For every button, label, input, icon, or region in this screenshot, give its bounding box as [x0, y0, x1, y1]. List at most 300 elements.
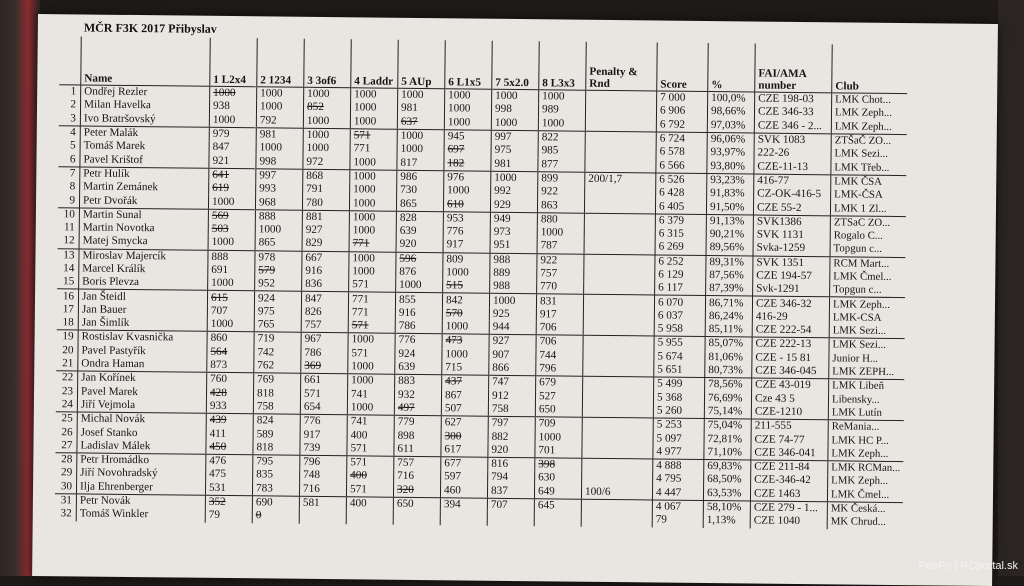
rank-cell: 17 [62, 303, 74, 316]
total-score: 5 955 [654, 336, 705, 350]
results-table [55, 36, 908, 529]
rank-cell: 18 [57, 316, 79, 330]
percent-cell: 98,66% [707, 105, 754, 119]
round-6-score: 1000 [443, 266, 490, 280]
pilot-name: Ladislav Málek [77, 439, 206, 454]
round-4-score: 400 [347, 470, 394, 484]
fai-number: CZE - 15 81 [752, 351, 829, 365]
round-8-score: 989 [538, 104, 585, 118]
rank-cell: 29 [60, 466, 73, 479]
round-4-score: 771 [349, 238, 396, 252]
rank-cell: 24 [56, 398, 78, 412]
club-cell: LMK Zeph... [829, 297, 905, 312]
rank-cell: 4 [70, 126, 76, 139]
penalty-cell [584, 240, 655, 255]
total-score: 5 368 [653, 391, 704, 405]
penalty-cell [583, 308, 654, 322]
fai-number: CZE 346-33 [754, 106, 831, 120]
round-7-score: 975 [491, 144, 538, 158]
pilot-name: Jan Bauer [78, 303, 207, 318]
round-7-score: 929 [490, 198, 537, 212]
round-3-score: 654 [300, 401, 347, 415]
rank-cell: 25 [61, 412, 73, 425]
round-2-score: 998 [256, 155, 303, 169]
round-2-score: 924 [254, 291, 301, 305]
total-score: 6 037 [654, 309, 705, 323]
percent-cell: 72,81% [704, 432, 751, 446]
round-1-score: 979 [209, 127, 256, 141]
penalty-cell [581, 513, 652, 527]
round-3-score: 829 [302, 237, 349, 251]
pilot-name: Miroslav Majercík [79, 249, 208, 264]
round-7-score: 988 [490, 253, 537, 267]
rank-cell: 30 [55, 480, 77, 494]
pilot-name: Milan Havelka [80, 99, 209, 114]
rank-cell: 20 [62, 344, 74, 357]
round-1-score: 503 [208, 223, 255, 237]
penalty-cell [584, 227, 655, 241]
round-8-score [534, 512, 581, 526]
round-3-score: 836 [302, 278, 349, 292]
round-5-score: 786 [395, 320, 442, 334]
round-4-score: 1000 [349, 224, 396, 238]
round-6-score: 1000 [445, 89, 492, 103]
round-3-score: 927 [302, 224, 349, 238]
total-score: 5 260 [653, 404, 704, 418]
fai-number: CZ-OK-416-5 [754, 188, 831, 202]
total-score: 6 117 [655, 282, 706, 296]
round-8-score: 922 [537, 253, 584, 267]
round-5-score: 320 [393, 483, 440, 497]
round-6-score: 515 [443, 279, 490, 293]
round-3-score: 791 [303, 183, 350, 197]
fai-number: 416-29 [752, 310, 829, 324]
pilot-name: Petr Hulík [80, 167, 209, 182]
rank-cell: 8 [69, 180, 76, 193]
penalty-cell [585, 131, 656, 146]
round-1-score: 564 [207, 345, 254, 359]
pilot-name: Martin Sunal [79, 208, 208, 223]
round-7-score: 997 [491, 130, 538, 144]
round-6-score: 610 [443, 198, 490, 212]
club-cell: LMK ZEPH... [829, 365, 905, 380]
round-3-score: 972 [303, 155, 350, 169]
round-7-score: 1000 [491, 116, 538, 130]
round-7-score: 981 [491, 157, 538, 171]
round-1-score: 860 [207, 332, 254, 346]
penalty-cell [583, 376, 654, 391]
round-8-score: 922 [538, 185, 585, 199]
round-7-score: 816 [488, 457, 535, 471]
pilot-name: Ondra Haman [78, 357, 207, 372]
round-6-score: 976 [444, 171, 491, 185]
round-5-score: 730 [397, 184, 444, 198]
header-round-6: 6 L1x5 [445, 40, 493, 89]
round-3-score [299, 510, 346, 524]
fai-number: CZE 346 - 2... [754, 119, 831, 134]
percent-cell: 87,39% [706, 282, 753, 296]
percent-cell: 68,50% [704, 473, 751, 487]
fai-number: SVK 1131 [753, 228, 830, 242]
percent-cell: 89,56% [706, 241, 753, 255]
club-cell: LMK Zeph... [828, 475, 904, 489]
round-3-score: 716 [299, 482, 346, 496]
fai-number: CZE 211-84 [751, 460, 828, 475]
penalty-cell [585, 158, 656, 173]
club-cell: ZTŠaČ ZO... [831, 134, 907, 149]
header-round-1: 1 L2x4 [210, 38, 258, 87]
round-3-score: 571 [300, 387, 347, 401]
club-cell: Topgun c... [830, 283, 906, 298]
watermark: PeePo | RCportal.sk [918, 560, 1018, 572]
round-4-score: 571 [346, 483, 393, 497]
round-5-score: 1000 [397, 143, 444, 157]
round-6-score: 715 [442, 361, 489, 375]
round-4-score [346, 510, 393, 524]
pilot-name: Tomáš Winkler [76, 508, 205, 523]
club-cell: Topgun c... [830, 243, 906, 258]
round-8-score: 757 [537, 267, 584, 281]
penalty-cell [584, 281, 655, 296]
round-5-score: 596 [396, 252, 443, 266]
total-score: 7 000 [657, 91, 708, 105]
club-cell: LMK Libeň [829, 379, 905, 394]
pilot-name: Martin Zemánek [80, 181, 209, 196]
fai-number: CZE 346-045 [752, 364, 829, 379]
rank-cell: 19 [62, 330, 74, 343]
total-score: 5 253 [653, 418, 704, 432]
percent-cell: 87,56% [706, 269, 753, 283]
fai-number: CZE 1463 [750, 487, 827, 502]
club-cell: RCM Mart... [830, 256, 906, 271]
club-cell: Rogalo C... [830, 229, 906, 243]
round-7-score: 927 [489, 335, 536, 349]
round-2-score: 865 [255, 237, 302, 251]
fai-number: 211-555 [751, 419, 828, 434]
club-cell: ZTSaC ZO... [830, 215, 906, 230]
rank-cell: 16 [62, 289, 75, 302]
background-right-edge [998, 0, 1024, 576]
pilot-name: Pavel Krištof [80, 153, 209, 168]
round-3-score: 748 [300, 469, 347, 483]
round-6-score: 617 [441, 443, 488, 457]
club-cell: LMK Sezi... [829, 324, 905, 339]
round-7-score: 973 [490, 226, 537, 240]
round-6-score [440, 511, 487, 525]
round-3-score: 757 [301, 319, 348, 333]
rank-cell: 2 [70, 98, 77, 111]
round-5-score: 639 [396, 225, 443, 239]
round-6-score: 1000 [444, 184, 491, 198]
round-5-score: 757 [394, 456, 441, 470]
round-6-score: 597 [441, 471, 488, 485]
round-6-score: 945 [444, 130, 491, 144]
round-5-score: 611 [394, 442, 441, 456]
percent-cell: 93,97% [707, 146, 754, 160]
club-cell: LMK Sezi... [831, 148, 907, 162]
percent-cell: 91,83% [707, 187, 754, 201]
total-score: 6 129 [655, 268, 706, 282]
round-8-score: 1000 [538, 117, 585, 131]
round-7-score: 907 [489, 348, 536, 362]
round-1-score: 428 [206, 386, 253, 400]
round-5-score: 981 [397, 102, 444, 116]
round-5-score: 855 [395, 293, 442, 307]
round-8-score: 770 [537, 280, 584, 294]
round-4-score: 1000 [347, 401, 394, 415]
round-4-score: 1000 [351, 88, 398, 102]
percent-cell: 75,14% [704, 405, 751, 419]
round-1-score: 691 [208, 264, 255, 278]
round-2-score: 795 [253, 455, 300, 469]
total-score: 6 566 [656, 159, 707, 173]
round-3-score: 739 [300, 441, 347, 455]
percent-cell: 86,71% [705, 296, 752, 310]
round-5-score: 932 [394, 388, 441, 402]
round-2-score: 981 [256, 128, 303, 142]
round-2-score: 1000 [257, 87, 304, 101]
round-1-score: 873 [207, 359, 254, 373]
fai-number: Svka-1259 [753, 242, 830, 257]
round-1-score: 707 [207, 305, 254, 319]
round-8-score: 630 [535, 472, 582, 486]
round-7-score: 866 [489, 362, 536, 376]
round-6-score: 570 [442, 307, 489, 321]
total-score: 4 447 [652, 486, 703, 500]
penalty-cell [582, 417, 653, 432]
round-3-score: 796 [300, 455, 347, 469]
round-5-score: 817 [397, 156, 444, 170]
round-7-score: 707 [487, 498, 534, 512]
round-4-score: 571 [350, 129, 397, 143]
round-8-score: 709 [535, 417, 582, 431]
round-2-score: 783 [252, 482, 299, 496]
percent-cell: 90,21% [706, 228, 753, 242]
total-score: 6 405 [655, 200, 706, 214]
header-round-2: 2 1234 [257, 38, 305, 87]
pilot-name: Petr Hromádko [77, 453, 206, 468]
total-score: 5 097 [653, 432, 704, 446]
round-6-score: 677 [441, 457, 488, 471]
round-5-score: 639 [395, 361, 442, 375]
pilot-name: Jan Šteidl [78, 289, 207, 304]
percent-cell: 85,07% [705, 337, 752, 351]
club-cell: LMK HC P... [828, 434, 904, 448]
round-6-score: 1000 [444, 116, 491, 130]
round-1-score: 1000 [208, 195, 255, 209]
round-1-score: 352 [205, 495, 252, 509]
total-score: 6 269 [655, 241, 706, 255]
round-5-score: 920 [396, 238, 443, 252]
round-1-score: 1000 [210, 86, 257, 100]
round-7-score: 920 [488, 443, 535, 457]
round-2-score: 762 [254, 359, 301, 373]
penalty-cell [583, 363, 654, 378]
percent-cell: 1,13% [703, 514, 750, 528]
round-4-score: 771 [348, 306, 395, 320]
round-1-score: 411 [206, 427, 253, 441]
round-2-score: 818 [253, 441, 300, 455]
round-6-score: 1000 [442, 348, 489, 362]
club-cell: MK Chrud... [827, 515, 903, 529]
round-1-score: 476 [206, 454, 253, 468]
round-1-score: 641 [209, 168, 256, 182]
round-1-score: 938 [209, 100, 256, 114]
results-body [55, 85, 908, 530]
rank-cell: 11 [63, 221, 75, 234]
round-8-score: 1000 [537, 226, 584, 240]
round-8-score: 650 [535, 403, 582, 417]
round-1-score: 79 [205, 509, 252, 523]
header-score: Score [657, 42, 709, 91]
percent-cell: 76,69% [704, 392, 751, 406]
round-6-score: 697 [444, 143, 491, 157]
round-8-score: 1000 [539, 90, 586, 104]
penalty-cell: 200/1,7 [585, 172, 656, 187]
round-4-score: 1000 [350, 183, 397, 197]
round-8-score: 787 [537, 240, 584, 254]
club-cell: LMK RCMan... [828, 461, 904, 476]
club-cell: LMK Lutín [828, 406, 904, 421]
round-6-score: 437 [442, 375, 489, 389]
percent-cell: 89,31% [706, 255, 753, 269]
club-cell: LMK Čmel... [830, 270, 906, 284]
round-6-score: 809 [443, 252, 490, 266]
round-2-score: 589 [253, 428, 300, 442]
round-7-score: 747 [489, 375, 536, 389]
round-3-score: 661 [301, 374, 348, 388]
pilot-name: Petr Dvořák [79, 194, 208, 209]
round-5-score: 779 [394, 415, 441, 429]
round-8-score: 985 [538, 144, 585, 158]
round-7-score: 794 [488, 471, 535, 485]
round-5-score: 883 [395, 374, 442, 388]
round-6-score: 842 [442, 293, 489, 307]
club-cell: LMK Sezi... [829, 338, 905, 353]
round-1-score: 1000 [208, 277, 255, 291]
club-cell: Junior H... [829, 352, 905, 366]
penalty-cell [584, 254, 655, 269]
round-6-score: 1000 [444, 103, 491, 117]
round-8-score: 831 [536, 294, 583, 308]
fai-number: SVK 1351 [753, 256, 830, 271]
penalty-cell [583, 322, 654, 337]
pilot-name: Jiří Vejmola [77, 398, 206, 413]
round-4-score: 741 [347, 388, 394, 402]
round-2-score: 968 [255, 196, 302, 210]
round-7-score: 944 [489, 321, 536, 335]
total-score: 5 958 [654, 323, 705, 337]
pilot-name: Boris Plevza [79, 276, 208, 291]
header-row [59, 36, 907, 93]
round-4-score: 771 [348, 292, 395, 306]
fai-number: CZE 43-019 [752, 378, 829, 393]
fai-number: CZE-1210 [751, 405, 828, 420]
round-2-score: 1000 [256, 141, 303, 155]
penalty-cell [582, 390, 653, 404]
penalty-cell [582, 458, 653, 473]
fai-number: CZE-11-13 [754, 160, 831, 175]
club-cell: LMK Chot... [832, 93, 908, 108]
header-percent: % [708, 43, 756, 92]
round-3-score: 852 [303, 101, 350, 115]
penalty-cell [584, 213, 655, 228]
percent-cell: 71,10% [704, 446, 751, 460]
page-title: MČR F3K 2017 Přibyslav [83, 20, 217, 36]
round-3-score: 868 [303, 169, 350, 183]
fai-number: CZE 194-57 [753, 269, 830, 283]
rank-cell: 22 [61, 371, 74, 384]
penalty-cell [582, 472, 653, 486]
round-1-score: 439 [206, 413, 253, 427]
penalty-cell [581, 499, 652, 514]
rank-cell: 3 [59, 112, 81, 126]
round-4-score: 571 [349, 278, 396, 292]
penalty-cell [583, 295, 654, 310]
round-2-score: 993 [256, 182, 303, 196]
round-8-score: 701 [535, 444, 582, 458]
round-8-score: 880 [537, 212, 584, 226]
round-1-score: 619 [209, 182, 256, 196]
total-score: 79 [652, 514, 703, 528]
total-score: 6 526 [656, 173, 707, 187]
round-8-score: 796 [536, 362, 583, 376]
round-4-score: 1000 [350, 170, 397, 184]
round-4-score: 571 [347, 442, 394, 456]
fai-number: CZE 346-32 [752, 296, 829, 311]
round-3-score: 1000 [303, 114, 350, 128]
total-score: 4 977 [653, 445, 704, 459]
round-3-score: 1000 [303, 128, 350, 142]
round-2-score: 742 [254, 346, 301, 360]
round-5-score: 865 [396, 197, 443, 211]
round-4-score: 741 [347, 415, 394, 429]
round-7-score: 1000 [489, 294, 536, 308]
round-8-score: 645 [534, 499, 581, 513]
club-cell: LMK Zeph... [831, 107, 907, 121]
round-2-score: 952 [255, 277, 302, 291]
round-1-score: 475 [206, 468, 253, 482]
percent-cell: 93,23% [707, 173, 754, 187]
pilot-name: Josef Stanko [77, 426, 206, 441]
rank-cell: 6 [58, 153, 80, 167]
round-8-score: 822 [538, 131, 585, 145]
pilot-name: Marcel Králík [79, 262, 208, 277]
penalty-cell [585, 186, 656, 200]
pilot-name: Ivo Bratršovský [80, 112, 209, 127]
round-4-score: 571 [348, 319, 395, 333]
total-score: 5 674 [654, 350, 705, 364]
percent-cell: 58,10% [703, 500, 750, 514]
club-cell: MK Česká... [827, 502, 903, 517]
round-6-score: 182 [444, 157, 491, 171]
round-7-score: 882 [488, 430, 535, 444]
round-3-score: 581 [299, 496, 346, 510]
round-7-score: 925 [489, 307, 536, 321]
round-5-score: 828 [396, 211, 443, 225]
round-2-score: 719 [254, 332, 301, 346]
rank-cell: 28 [61, 453, 73, 466]
round-1-score: 921 [209, 154, 256, 168]
round-5-score: 1000 [398, 88, 445, 102]
rank-cell: 32 [60, 507, 72, 520]
penalty-cell [584, 199, 655, 214]
round-7-score: 998 [491, 103, 538, 117]
round-8-score: 899 [538, 172, 585, 186]
round-1-score: 569 [208, 209, 255, 223]
round-8-score: 679 [536, 376, 583, 390]
rank-cell: 21 [56, 357, 78, 371]
